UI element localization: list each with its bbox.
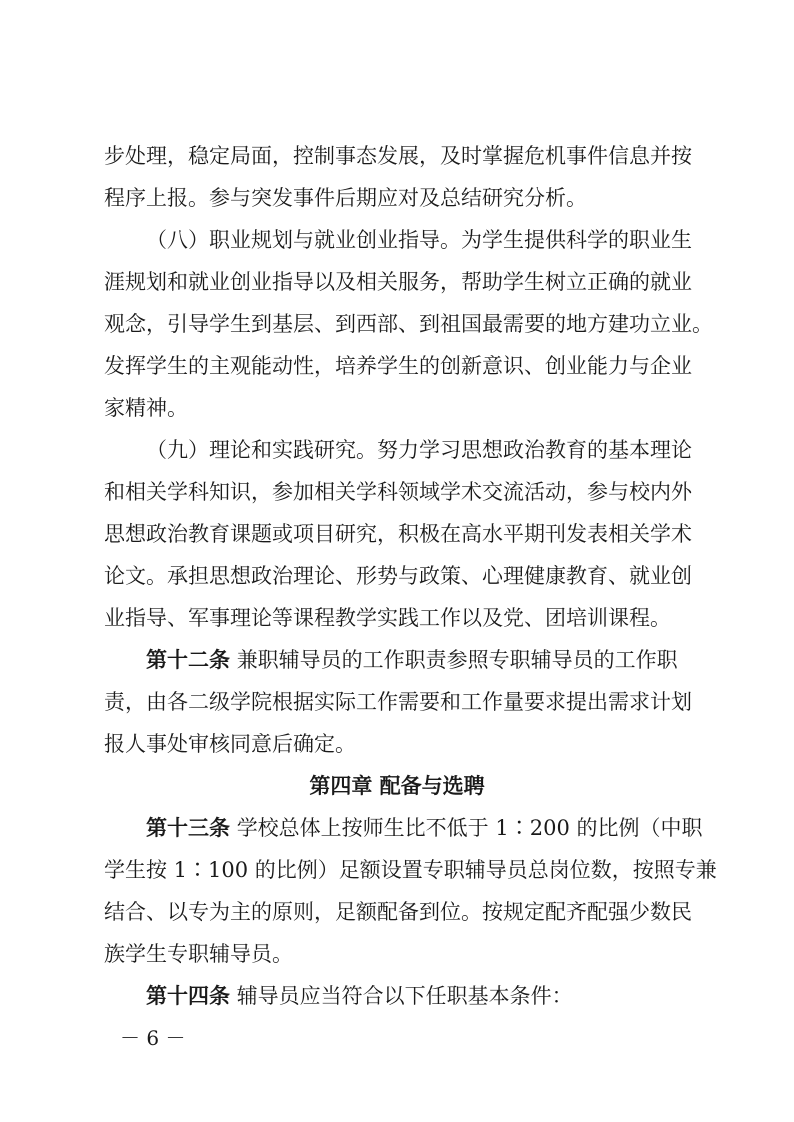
article-14-line [146, 981, 573, 1011]
body-line: 家精神。 [104, 396, 188, 420]
body-line: 涯规划和就业创业指导以及相关服务，帮助学生树立正确的就业 [104, 270, 692, 294]
body-line: 步处理，稳定局面，控制事态发展，及时掌握危机事件信息并按 [104, 144, 692, 168]
body-line: （九）理论和实践研究。努力学习思想政治教育的基本理论 [146, 438, 692, 462]
body-line: 和相关学科知识，参加相关学科领域学术交流活动，参与校内外 [104, 480, 692, 504]
article-label: 第十二条 [146, 648, 230, 672]
body-line: 思想政治教育课题或项目研究，积极在高水平期刊发表相关学术 [104, 522, 692, 546]
body-line: 发挥学生的主观能动性，培养学生的创新意识、创业能力与企业 [104, 354, 692, 378]
article-label: 第十四条 [146, 984, 230, 1008]
body-line: 学生按 1∶100 的比例）足额设置专职辅导员总岗位数，按照专兼 [104, 858, 717, 882]
article-text: 辅导员应当符合以下任职基本条件： [236, 984, 573, 1008]
body-line: 业指导、军事理论等课程教学实践工作以及党、团培训课程。 [104, 606, 671, 630]
body-line: 结合、以专为主的原则，足额配备到位。按规定配齐配强少数民 [104, 900, 692, 924]
article-label: 第十三条 [146, 816, 230, 840]
body-line: 责，由各二级学院根据实际工作需要和工作量要求提出需求计划 [104, 690, 692, 714]
article-text: 学校总体上按师生比不低于 1∶200 的比例（中职 [236, 816, 703, 840]
article-text: 兼职辅导员的工作职责参照专职辅导员的工作职 [236, 648, 678, 672]
body-line: 观念，引导学生到基层、到西部、到祖国最需要的地方建功立业。 [104, 312, 713, 336]
body-line: 报人事处审核同意后确定。 [104, 732, 356, 756]
article-13-line [146, 813, 702, 843]
article-12-line [146, 645, 678, 675]
page-number: － 6 － [120, 1026, 186, 1050]
body-line: 程序上报。参与突发事件后期应对及总结研究分析。 [104, 186, 587, 210]
body-line: 论文。承担思想政治理论、形势与政策、心理健康教育、就业创 [104, 564, 692, 588]
body-line: 族学生专职辅导员。 [104, 942, 293, 966]
chapter-heading: 第四章 配备与选聘 [309, 774, 485, 798]
body-line: （八）职业规划与就业创业指导。为学生提供科学的职业生 [146, 228, 692, 252]
